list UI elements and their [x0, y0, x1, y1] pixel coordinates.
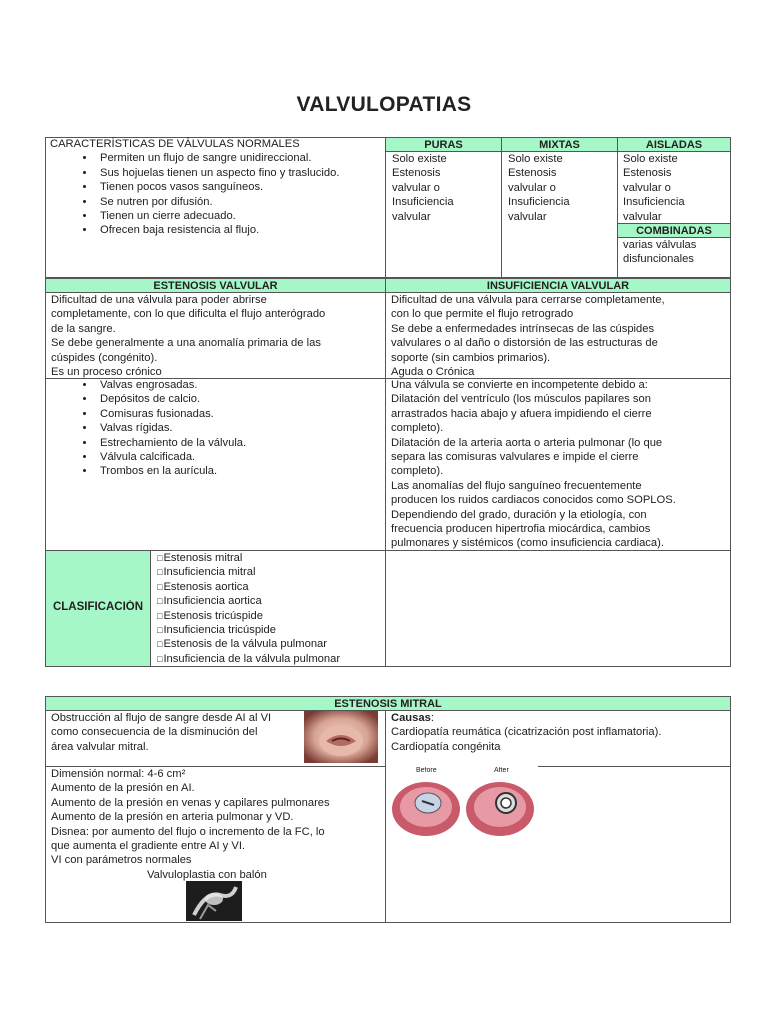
header-estenosis: ESTENOSIS VALVULAR: [45, 278, 386, 293]
list-item: • Depósitos de calcio.: [96, 392, 383, 406]
list-item: • Valvas rígidas.: [96, 421, 383, 435]
normales-list: [50, 151, 385, 237]
mitral-details: Dimensión normal: 4-6 cm² Aumento de la presión en AI. Aumento de la presión en venas y capilares pulmonares Aumento de la presión en arteria pulmonar y VD. Disnea: por aumento del flujo o incremento de la FC, lo que aumenta el gradiente entre AI y VI. VI con parámetros normales: [51, 768, 330, 867]
list-item: • Válvula calcificada.: [96, 450, 383, 464]
list-item: □ Estenosis mitral: [157, 551, 383, 565]
list-item: • Trombos en la aurícula.: [96, 464, 383, 478]
list-item: • Ofrecen baja resistencia al flujo.: [96, 223, 385, 237]
list-item: • Sus hojuelas tienen un aspecto fino y traslucido.: [96, 166, 385, 180]
header-puras: PURAS: [385, 137, 502, 152]
page-title: VALVULOPATIAS: [296, 93, 472, 116]
list-item: □ Insuficiencia tricúspide: [157, 623, 383, 637]
list-item: • Tienen un cierre adecuado.: [96, 209, 385, 223]
puras-text: Solo existe Estenosis valvular o Insuficiencia valvular: [392, 153, 454, 223]
list-item: • Permiten un flujo de sangre unidireccional.: [96, 151, 385, 165]
list-item: □ Estenosis de la válvula pulmonar: [157, 637, 383, 651]
estenosis-list-cell: [50, 378, 383, 548]
aisladas-text: Solo existe Estenosis valvular o Insuficiencia valvular: [623, 153, 685, 223]
list-item: • Se nutren por difusión.: [96, 195, 385, 209]
list-item: • Valvas engrosadas.: [96, 378, 383, 392]
list-item: • Comisuras fusionadas.: [96, 407, 383, 421]
insuficiencia-desc: Dificultad de una válvula para cerrarse completamente, con lo que permite el flujo retrogrado Se debe a enfermedades intrínsecas de las cúspides valvulares o al daño o distorsión de las estructuras de soporte (sin cambios primarios). Aguda o Crónica: [391, 294, 665, 379]
list-item: □ Estenosis tricúspide: [157, 609, 383, 623]
before-label: Before: [416, 767, 437, 774]
mitral-desc: Obstrucción al flujo de sangre desde AI al VI como consecuencia de la disminución del área valvular mitral.: [51, 712, 272, 753]
mitral-valve-photo: [304, 711, 378, 763]
clasificacion-list: [157, 551, 383, 667]
after-label: After: [494, 767, 509, 774]
list-item: □ Estenosis aortica: [157, 580, 383, 594]
header-combinadas: COMBINADAS: [617, 223, 731, 238]
clasificacion-label: CLASIFICACIÓN: [52, 601, 144, 613]
list-item: □ Insuficiencia mitral: [157, 565, 383, 579]
xray-image: [186, 881, 242, 921]
mitral-causas: Causas: Cardiopatía reumática (cicatrización post inflamatoria). Cardiopatía congénita: [391, 712, 662, 753]
normales-cell: [50, 137, 385, 277]
list-item: □ Insuficiencia aortica: [157, 594, 383, 608]
estenosis-desc: Dificultad de una válvula para poder abrirse completamente, con lo que dificulta el flujo anterógrado de la sangre. Se debe generalmente a una anomalía primaria de las cúspides (congénito). Es un proceso crónico: [51, 294, 326, 379]
estenosis-list: [50, 378, 383, 479]
header-aisladas: AISLADAS: [617, 137, 731, 152]
header-mixtas: MIXTAS: [501, 137, 618, 152]
normales-heading: CARACTERÍSTICAS DE VÁLVULAS NORMALES: [50, 138, 300, 150]
header-estenosis-mitral: ESTENOSIS MITRAL: [45, 696, 731, 711]
list-item: • Estrechamiento de la válvula.: [96, 436, 383, 450]
combinadas-text: varias válvulas disfuncionales: [623, 239, 697, 266]
causas-label: Causas: [391, 712, 431, 724]
mixtas-text: Solo existe Estenosis valvular o Insuficiencia valvular: [508, 153, 570, 223]
list-item: • Tienen pocos vasos sanguíneos.: [96, 180, 385, 194]
list-item: □ Insuficiencia de la válvula pulmonar: [157, 652, 383, 666]
header-insuficiencia: INSUFICIENCIA VALVULAR: [385, 278, 731, 293]
balon-caption: Valvuloplastia con balón: [147, 869, 267, 881]
before-after-image: [388, 765, 538, 843]
insuficiencia-details: Una válvula se convierte en incompetente debido a: Dilatación del ventrículo (los músculos papilares son arrastrados hacia abajo y afuera impidiendo el cierre completo). Dilatación de la arteria aorta o arteria pulmonar (lo que separa las comisuras valvulares e impide el cierre completo). Las anomalías del flujo sanguíneo frecuentemente producen los ruidos cardiacos conocidos como SOPLOS. Dependiendo del grado, duración y la etiología, con frecuencia producen hipertrofia miocárdica, cambios pulmonares y sistémicos (como insuficiencia cardiaca).: [391, 379, 676, 550]
